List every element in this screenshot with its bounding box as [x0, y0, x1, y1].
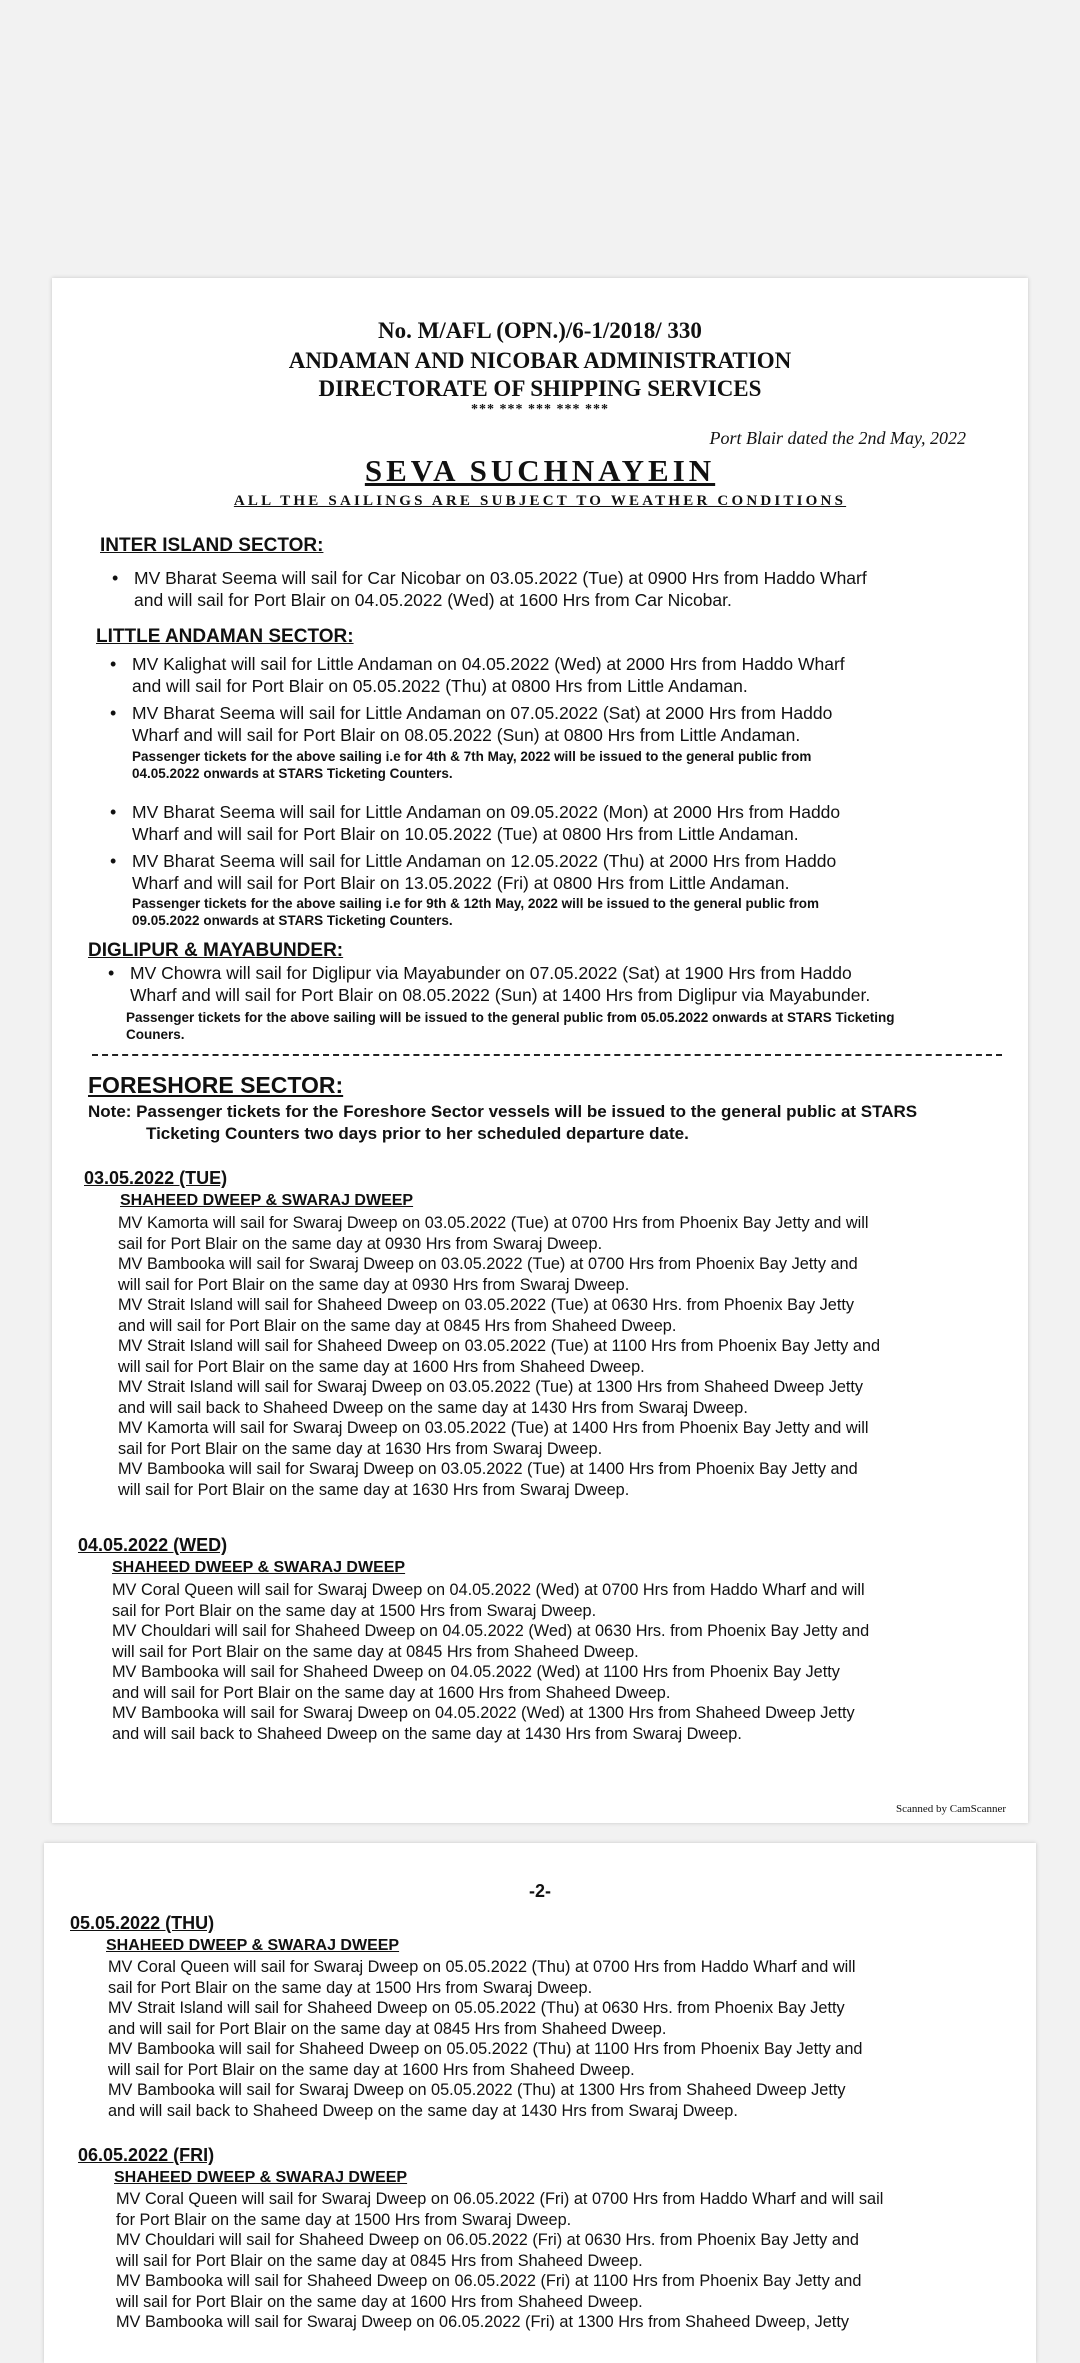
ticket-note: Passenger tickets for the above sailing i.e for 9th & 12th May, 2022 will be issued to the general public from 09.05.2022 onwards at STARS Ticketing Counters.	[132, 896, 819, 928]
directorate-title: DIRECTORATE OF SHIPPING SERVICES	[318, 376, 762, 401]
document-page-2	[44, 1843, 1036, 2363]
route-subheading: SHAHEED DWEEP & SWARAJ DWEEP	[120, 1192, 414, 1209]
scanner-watermark: Scanned by CamScanner	[896, 1803, 1006, 1815]
schedule-block: MV Coral Queen will sail for Swaraj Dweep on 06.05.2022 (Fri) at 0700 Hrs from Haddo Wharf and will sail for Port Blair on the same day at 1500 Hrs from Swaraj Dweep. MV Chouldari will sail for Shaheed Dweep on 06.05.2022 (Fri) at 0630 Hrs. from Phoenix Bay Jetty and will sail for Port Blair on the same day at 0845 Hrs from Shaheed Dweep. MV Bambooka will sail for Shaheed Dweep on 06.05.2022 (Fri) at 1100 Hrs from Phoenix Bay Jetty and will sail for Port Blair on the same day at 1600 Hrs from Shaheed Dweep. MV Bambooka will sail for Swaraj Dweep on 06.05.2022 (Fri) at 1300 Hrs from Shaheed Dweep, Jetty	[116, 2190, 884, 2331]
little-andaman-heading: LITTLE ANDAMAN SECTOR:	[96, 626, 354, 647]
reference-number: No. M/AFL (OPN.)/6-1/2018/ 330	[378, 318, 702, 343]
schedule-block: MV Kamorta will sail for Swaraj Dweep on 03.05.2022 (Tue) at 0700 Hrs from Phoenix Bay Jetty and will sail for Port Blair on the same day at 0930 Hrs from Swaraj Dweep. MV Bambooka will sail for Swaraj Dweep on 03.05.2022 (Tue) at 0700 Hrs from Phoenix Bay Jetty and will sail for Port Blair on the same day at 0930 Hrs from Swaraj Dweep. MV Strait Island will sail for Shaheed Dweep on 03.05.2022 (Tue) at 0630 Hrs. from Phoenix Bay Jetty and will sail for Port Blair on the same day at 0845 Hrs from Shaheed Dweep. MV Strait Island will sail for Shaheed Dweep on 03.05.2022 (Tue) at 1100 Hrs from Phoenix Bay Jetty and will sail for Port Blair on the same day at 1600 Hrs from Shaheed Dweep. MV Strait Island will sail for Swaraj Dweep on 03.05.2022 (Tue) at 1300 Hrs from Shaheed Dweep Jetty and will sail back to Shaheed Dweep on the same day at 1430 Hrs from Swaraj Dweep. MV Kamorta will sail for Swaraj Dweep on 03.05.2022 (Tue) at 1400 Hrs from Phoenix Bay Jetty and will sail for Port Blair on the same day at 1630 Hrs from Swaraj Dweep. MV Bambooka will sail for Swaraj Dweep on 03.05.2022 (Tue) at 1400 Hrs from Phoenix Bay Jetty and will sail for Port Blair on the same day at 1630 Hrs from Swaraj Dweep.	[118, 1214, 880, 1499]
route-subheading: SHAHEED DWEEP & SWARAJ DWEEP	[112, 1559, 406, 1576]
separator-stars: *** *** *** *** ***	[471, 402, 609, 417]
foreshore-note: Note: Passenger tickets for the Foreshore Sector vessels will be issued to the general public at STARS Ticketing Counters two days prior to her scheduled departure date.	[88, 1102, 918, 1143]
document-page-1	[52, 278, 1028, 1823]
notice-title: SEVA SUCHNAYEIN	[364, 453, 716, 488]
route-subheading: SHAHEED DWEEP & SWARAJ DWEEP	[114, 2169, 408, 2186]
foreshore-heading: FORESHORE SECTOR:	[88, 1072, 344, 1098]
list-item: • MV Bharat Seema will sail for Car Nicobar on 03.05.2022 (Tue) at 0900 Hrs from Haddo Wharf and will sail for Port Blair on 04.05.2022 (Wed) at 1600 Hrs from Car Nicobar.	[134, 567, 867, 611]
route-subheading: SHAHEED DWEEP & SWARAJ DWEEP	[106, 1937, 400, 1954]
page-number: -2-	[529, 1881, 551, 1901]
list-item: • MV Kalighat will sail for Little Andaman on 04.05.2022 (Wed) at 2000 Hrs from Haddo Wharf and will sail for Port Blair on 05.05.2022 (Thu) at 0800 Hrs from Little Andaman.	[132, 653, 845, 697]
list-item: • MV Bharat Seema will sail for Little Andaman on 09.05.2022 (Mon) at 2000 Hrs from Haddo Wharf and will sail for Port Blair on 10.05.2022 (Tue) at 0800 Hrs from Little Andaman.	[132, 801, 840, 845]
date-heading: 04.05.2022 (WED)	[78, 1535, 228, 1555]
ticket-note: Passenger tickets for the above sailing will be issued to the general public from 05.05.2022 onwards at STARS Ticketing Couners.	[126, 1010, 895, 1042]
date-heading: 05.05.2022 (THU)	[70, 1913, 215, 1933]
schedule-block: MV Coral Queen will sail for Swaraj Dweep on 04.05.2022 (Wed) at 0700 Hrs from Haddo Wharf and will sail for Port Blair on the same day at 1500 Hrs from Swaraj Dweep. MV Chouldari will sail for Shaheed Dweep on 04.05.2022 (Wed) at 0630 Hrs. from Phoenix Bay Jetty and will sail for Port Blair on the same day at 0845 Hrs from Shaheed Dweep. MV Bambooka will sail for Shaheed Dweep on 04.05.2022 (Wed) at 1100 Hrs from Phoenix Bay Jetty and will sail for Port Blair on the same day at 1600 Hrs from Shaheed Dweep. MV Bambooka will sail for Swaraj Dweep on 04.05.2022 (Wed) at 1300 Hrs from Shaheed Dweep Jetty and will sail back to Shaheed Dweep on the same day at 1430 Hrs from Swaraj Dweep.	[112, 1581, 870, 1743]
date-heading: 03.05.2022 (TUE)	[84, 1168, 228, 1188]
diglipur-heading: DIGLIPUR & MAYABUNDER:	[88, 940, 344, 961]
weather-subtitle: ALL THE SAILINGS ARE SUBJECT TO WEATHER CONDITIONS	[233, 493, 847, 509]
schedule-block: MV Coral Queen will sail for Swaraj Dweep on 05.05.2022 (Thu) at 0700 Hrs from Haddo Wharf and will sail for Port Blair on the same day at 1500 Hrs from Swaraj Dweep. MV Strait Island will sail for Shaheed Dweep on 05.05.2022 (Thu) at 0630 Hrs. from Phoenix Bay Jetty and will sail for Port Blair on the same day at 0845 Hrs from Shaheed Dweep. MV Bambooka will sail for Shaheed Dweep on 05.05.2022 (Thu) at 1100 Hrs from Phoenix Bay Jetty and will sail for Port Blair on the same day at 1600 Hrs from Shaheed Dweep. MV Bambooka will sail for Swaraj Dweep on 05.05.2022 (Thu) at 1300 Hrs from Shaheed Dweep Jetty and will sail back to Shaheed Dweep on the same day at 1430 Hrs from Swaraj Dweep.	[108, 1958, 863, 2120]
dateline: Port Blair dated the 2nd May, 2022	[709, 428, 966, 448]
inter-island-heading: INTER ISLAND SECTOR:	[100, 535, 324, 556]
list-item: • MV Bharat Seema will sail for Little Andaman on 07.05.2022 (Sat) at 2000 Hrs from Haddo Wharf and will sail for Port Blair on 08.05.2022 (Sun) at 0800 Hrs from Little Andaman.	[132, 702, 832, 746]
list-item: • MV Chowra will sail for Diglipur via Mayabunder on 07.05.2022 (Sat) at 1900 Hrs from Haddo Wharf and will sail for Port Blair on 08.05.2022 (Sun) at 1400 Hrs from Diglipur via Mayabunder.	[130, 962, 870, 1006]
list-item: • MV Bharat Seema will sail for Little Andaman on 12.05.2022 (Thu) at 2000 Hrs from Haddo Wharf and will sail for Port Blair on 13.05.2022 (Fri) at 0800 Hrs from Little Andaman.	[132, 850, 836, 894]
administration-title: ANDAMAN AND NICOBAR ADMINISTRATION	[288, 348, 792, 373]
dashed-divider	[92, 1054, 1002, 1056]
date-heading: 06.05.2022 (FRI)	[78, 2145, 215, 2165]
ticket-note: Passenger tickets for the above sailing i.e for 4th & 7th May, 2022 will be issued to the general public from 04.05.2022 onwards at STARS Ticketing Counters.	[132, 749, 812, 781]
